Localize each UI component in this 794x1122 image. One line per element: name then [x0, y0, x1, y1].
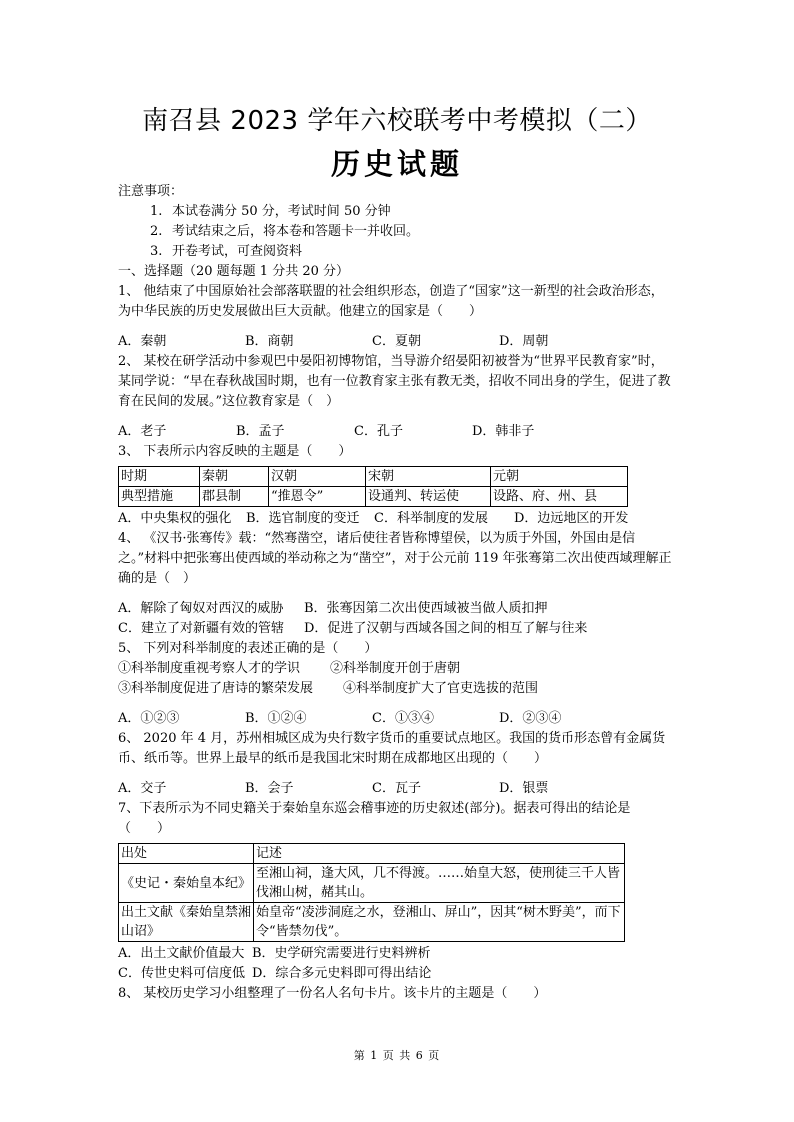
question-1-stem: 1、 他结束了中国原始社会部落联盟的社会组织形态，创造了“国家”这一新型的社会政治形态，为中华民族的历史发展做出巨大贡献。他建立的国家是（ ）	[118, 284, 664, 319]
option-a: A．①②③	[118, 711, 180, 726]
question-4-options-row1	[118, 599, 674, 619]
option-b: B．张骞因第二次出使西域被当做人质扣押	[304, 601, 548, 616]
table-cell: 设路、府、州、县	[491, 487, 628, 507]
question-4-stem: 4、 《汉书·张骞传》载：“然骞凿空，诸后使往者皆称博望侯，以为质于外国，外国由是信之。”材料中把张骞出使西域的举动称之为“凿空”，对于公元前 119 年张骞第二次出使西域理解正确的是（ ）	[118, 531, 672, 586]
option-c: C．传世史料可信度低	[118, 966, 245, 981]
table-cell: 出土文献《秦始皇禁湘山诏》	[119, 903, 254, 942]
table-cell: 出处	[119, 844, 254, 864]
notice-item: 1. 本试卷满分 50 分，考试时间 50 分钟	[150, 204, 391, 219]
option-d: D．周朝	[499, 334, 549, 349]
option-c: C．建立了对新疆有效的管辖	[118, 621, 284, 636]
question-5-stem: 5、 下列对科举制度的表述正确的是（ ）	[118, 641, 378, 656]
statement: ②科举制度开创于唐朝	[330, 661, 461, 676]
option-a: A．老子	[118, 424, 167, 439]
statement: ①科举制度重视考察人才的学识	[118, 661, 301, 676]
table-cell: 典型措施	[119, 487, 200, 507]
question-3-options	[118, 509, 674, 529]
table-row	[119, 903, 625, 942]
option-c: C．瓦子	[372, 781, 421, 796]
notice-item: 2. 考试结束之后，将本卷和答题卡一并收回。	[150, 224, 420, 239]
option-a: A．交子	[118, 781, 167, 796]
question-1-options	[118, 332, 674, 352]
notice-heading: 注意事项：	[118, 184, 184, 199]
page-footer: 第 1 页 共 6 页	[353, 1049, 441, 1062]
option-b: B．孟子	[236, 424, 285, 439]
table-row	[119, 864, 625, 903]
option-a: A．解除了匈奴对西汉的威胁	[118, 601, 284, 616]
table-cell: 宋朝	[366, 467, 491, 487]
table-cell: 《史记・秦始皇本纪》	[119, 864, 254, 903]
option-a: A．出土文献价值最大	[118, 946, 245, 961]
table-cell: 记述	[254, 844, 625, 864]
exam-title: 南召县 2023 学年六校联考中考模拟（二）	[142, 106, 652, 136]
option-b: B．会子	[245, 781, 294, 796]
statement: ④科举制度扩大了官吏选拔的范围	[343, 681, 539, 696]
table-row	[119, 467, 628, 487]
question-7-options-row1	[118, 944, 674, 964]
option-c: C．孔子	[354, 424, 403, 439]
option-d: D．边远地区的开发	[514, 511, 629, 526]
question-6-stem: 6、 2020 年 4 月，苏州相城区成为央行数字货币的重要试点地区。我国的货币形态曾有金属货币、纸币等。世界上最早的纸币是我国北宋时期在成都地区出现的（ ）	[118, 731, 666, 766]
option-c: C．夏朝	[372, 334, 421, 349]
section-heading: 一、选择题（20 题每题 1 分共 20 分）	[118, 264, 350, 279]
question-2-options	[118, 422, 674, 442]
question-3-table	[118, 466, 628, 507]
option-a: A．中央集权的强化	[118, 511, 232, 526]
option-d: D．银票	[499, 781, 549, 796]
option-d: D．促进了汉朝与西域各国之间的相互了解与往来	[304, 621, 588, 636]
question-5-statements-row2	[118, 679, 674, 699]
exam-subtitle: 历史试题	[330, 147, 463, 181]
question-7-options-row2	[118, 964, 674, 984]
question-5-options	[118, 709, 674, 729]
exam-content	[118, 182, 674, 1004]
question-2-stem: 2、 某校在研学活动中参观巴中晏阳初博物馆，当导游介绍晏阳初被誉为“世界平民教育家”时，某同学说：“早在春秋战国时期，也有一位教育家主张有教无类，招收不同出身的学生，促进了教育在民间的发展。”这位教育家是（ ）	[118, 354, 671, 409]
table-cell: “推恩令”	[269, 487, 366, 507]
question-7-table	[118, 843, 625, 942]
option-c: C．科举制度的发展	[374, 511, 488, 526]
table-cell: 秦朝	[200, 467, 269, 487]
option-d: D．②③④	[499, 711, 562, 726]
option-b: B．商朝	[245, 334, 294, 349]
table-cell: 元朝	[491, 467, 628, 487]
option-b: B．选官制度的变迁	[246, 511, 360, 526]
question-7-stem: 7、下表所示为不同史籍关于秦始皇东巡会稽事迹的历史叙述(部分)。据表可得出的结论是（ ）	[118, 801, 631, 836]
option-b: B．史学研究需要进行史料辨析	[252, 946, 431, 961]
question-5-statements-row1	[118, 659, 674, 679]
table-row	[119, 844, 625, 864]
question-8-stem: 8、 某校历史学习小组整理了一份名人名句卡片。该卡片的主题是（ ）	[118, 986, 547, 1001]
option-c: C．①③④	[372, 711, 434, 726]
table-cell: 始皇帝“凌涉洞庭之水，登湘山、屏山”，因其“树木野美”，而下令“皆禁勿伐”。	[254, 903, 625, 942]
table-cell: 时期	[119, 467, 200, 487]
option-a: A．秦朝	[118, 334, 167, 349]
table-cell: 设通判、转运使	[366, 487, 491, 507]
statement: ③科举制度促进了唐诗的繁荣发展	[118, 681, 314, 696]
table-row	[119, 487, 628, 507]
table-cell: 郡县制	[200, 487, 269, 507]
question-4-options-row2	[118, 619, 674, 639]
table-cell: 至湘山祠，逢大风，几不得渡。……始皇大怒，使刑徒三千人皆伐湘山树，赭其山。	[254, 864, 625, 903]
option-d: D．韩非子	[472, 424, 535, 439]
question-6-options	[118, 779, 674, 799]
question-3-stem: 3、 下表所示内容反映的主题是（ ）	[118, 444, 352, 459]
notice-item: 3. 开卷考试，可查阅资料	[150, 244, 303, 259]
table-cell: 汉朝	[269, 467, 366, 487]
option-b: B．①②④	[245, 711, 307, 726]
option-d: D．综合多元史料即可得出结论	[252, 966, 432, 981]
